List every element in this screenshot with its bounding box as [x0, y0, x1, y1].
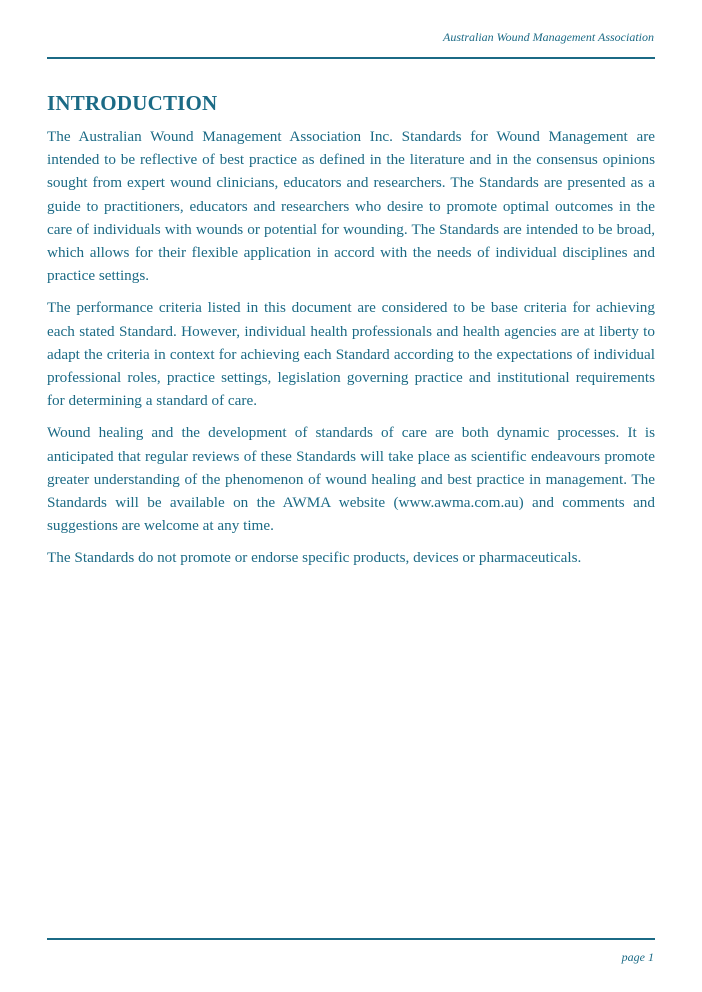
page-number: page 1	[621, 950, 654, 964]
paragraph-3: Wound healing and the development of standards of care are both dynamic processes. It is anticipated that regular reviews of these Standards will take place as scientific endeavours promote greater understanding of the phenomenon of wound healing and best practice in management. The Standards will be available on the AWMA website (www.awma.com.au) and comments and suggestions are welcome at any time.	[47, 424, 655, 535]
document-body	[47, 89, 655, 579]
section-heading: INTRODUCTION	[47, 91, 218, 115]
header-divider	[47, 57, 655, 59]
footer-divider	[47, 938, 655, 940]
paragraph-2: The performance criteria listed in this document are considered to be base criteria for achieving each stated Standard. However, individual health professionals and health agencies are at liberty to adapt the criteria in context for achieving each Standard according to the expectations of individual professional roles, practice settings, legislation governing practice and institutional requirements for determining a standard of care.	[47, 299, 655, 410]
paragraph-1: The Australian Wound Management Association Inc. Standards for Wound Management are intended to be reflective of best practice as defined in the literature and in the consensus opinions sought from expert wound clinicians, educators and researchers. The Standards are presented as a guide to practitioners, educators and researchers who desire to promote optimal outcomes in the care of individuals with wounds or potential for wounding. The Standards are intended to be broad, which allows for their flexible application in accord with the needs of individual disciplines and practice settings.	[47, 128, 655, 285]
running-header: Australian Wound Management Association	[443, 30, 654, 44]
paragraph-4: The Standards do not promote or endorse specific products, devices or pharmaceuticals.	[47, 549, 582, 567]
